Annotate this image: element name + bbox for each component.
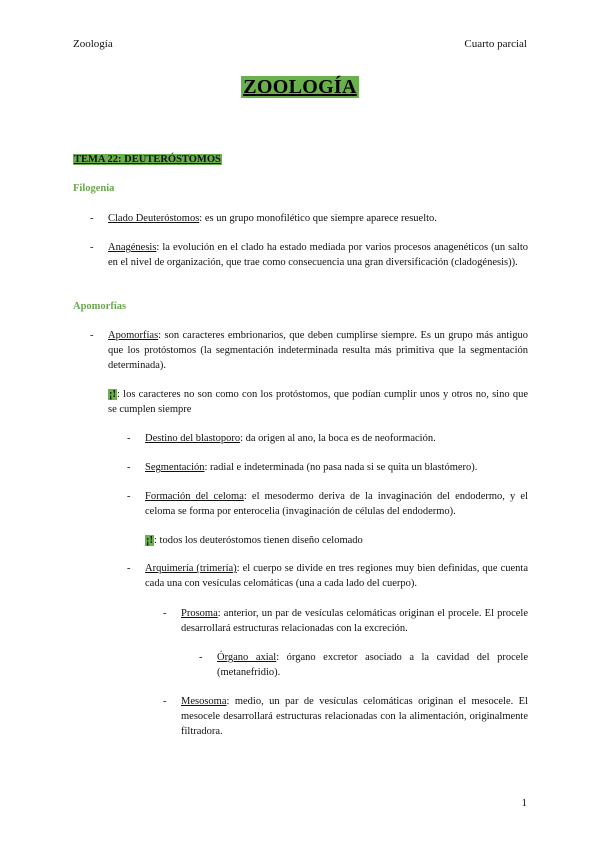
text-organo-axial: : órgano excretor asociado a la cavidad del procele (metanefridio). — [217, 652, 528, 678]
section-apomorfias: Apomorfías — [73, 301, 127, 312]
page-number: 1 — [521, 797, 527, 809]
note-caracteres — [108, 387, 528, 417]
term-celoma: Formación del celoma — [145, 491, 244, 502]
bullet-dash: - — [127, 433, 131, 444]
page-title — [0, 76, 600, 98]
text-celoma: : el mesodermo deriva de la invaginación del endodermo, y el celoma se forma por enterocelia (invaginación de células del endodermo). — [145, 491, 528, 517]
term-anagenesis: Anagénesis — [108, 242, 157, 253]
list-item-arquimeria — [145, 561, 528, 591]
bullet-dash: - — [127, 563, 131, 574]
bullet-dash: - — [127, 462, 131, 473]
page-title-text: ZOOLOGÍA — [243, 76, 357, 98]
bullet-dash: - — [199, 652, 203, 663]
text-destino: : da origen al ano, la boca es de neoformación. — [240, 433, 436, 444]
note-mark: ¡! — [109, 389, 116, 400]
list-item-organo-axial — [217, 650, 528, 680]
note-celomado — [145, 533, 528, 548]
term-destino: Destino del blastoporo — [145, 433, 241, 444]
term-clado: Clado Deuteróstomos — [108, 213, 200, 224]
term-arquimeria: Arquimería (trimería) — [145, 563, 237, 574]
topic-heading — [73, 152, 222, 167]
list-item-clado — [108, 211, 528, 226]
list-item-prosoma — [181, 606, 528, 636]
term-mesosoma: Mesosoma — [181, 696, 227, 707]
bullet-dash: - — [90, 213, 94, 224]
list-item-celoma — [145, 489, 528, 519]
term-prosoma: Prosoma — [181, 608, 218, 619]
text-anagenesis: : la evolución en el clado ha estado mediada por varios procesos anagenéticos (un salto en el nivel de organización, que trae como consecuencia una gran diversificación (cladogénesis)). — [108, 242, 528, 268]
text-clado: : es un grupo monofilético que siempre aparece resuelto. — [199, 213, 437, 224]
note-text: : todos los deuteróstomos tienen diseño celomado — [154, 535, 363, 546]
topic-heading-text: TEMA 22: DEUTERÓSTOMOS — [74, 154, 221, 165]
note-text: : los caracteres no son como con los protóstomos, que podían cumplir unos y otros no, sino que se cumplen siempre — [108, 389, 528, 415]
text-segmentacion: : radial e indeterminada (no pasa nada si se quita un blastómero). — [204, 462, 478, 473]
bullet-dash: - — [163, 608, 167, 619]
list-item-apomorfias — [108, 328, 528, 373]
text-arquimeria: : el cuerpo se divide en tres regiones muy bien definidas, que cuenta cada una con vesículas celomáticas (una a cada lado del cuerpo). — [145, 563, 528, 589]
section-filogenia: Filogenia — [73, 183, 115, 194]
header-left: Zoología — [73, 38, 113, 50]
header-right: Cuarto parcial — [464, 38, 527, 50]
term-apomorfias: Apomorfías — [108, 330, 159, 341]
bullet-dash: - — [127, 491, 131, 502]
text-mesosoma: : medio, un par de vesículas celomáticas originan el mesocele. El mesocele desarrollará estructuras relacionadas con la alimentación, originalmente filtradora. — [181, 696, 528, 737]
bullet-dash: - — [163, 696, 167, 707]
bullet-dash: - — [90, 330, 94, 341]
text-prosoma: : anterior, un par de vesículas celomáticas originan el procele. El procele desarrollará estructuras relacionadas con la excreción. — [181, 608, 528, 634]
list-item-anagenesis — [108, 240, 528, 270]
term-organo-axial: Órgano axial — [217, 652, 277, 663]
bullet-dash: - — [90, 242, 94, 253]
term-segmentacion: Segmentación — [145, 462, 205, 473]
text-apomorfias: : son caracteres embrionarios, que deben cumplirse siempre. Es un grupo más antiguo que los protóstomos (la segmentación indeterminada resulta más primitiva que la segmentación determinada). — [108, 330, 528, 371]
list-item-segmentacion — [145, 460, 528, 475]
list-item-destino — [145, 431, 528, 446]
list-item-mesosoma — [181, 694, 528, 739]
note-mark: ¡! — [146, 535, 153, 546]
